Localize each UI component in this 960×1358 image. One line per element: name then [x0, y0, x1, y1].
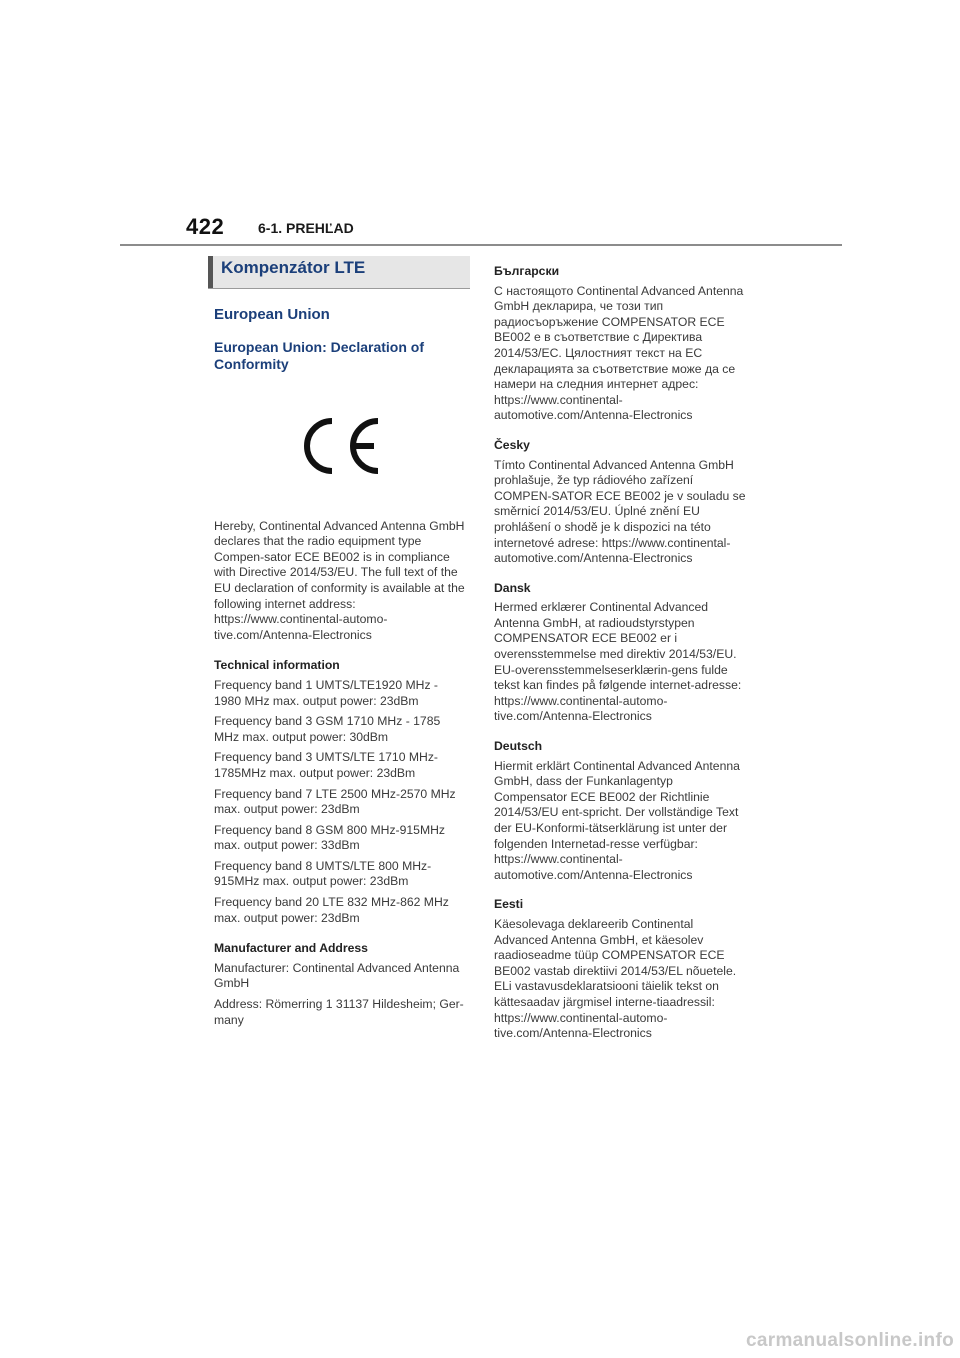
language-text: Käesolevaga deklareerib Continental Advanced Antenna GmbH, et käesolev raadioseadme tüüp COMPENSATOR ECE BE002 vastab direktiivi 2014/53/EL nõuetele. ELi vastavusdeklaratsiooni täielik tekst on kättesaadav järgmisel interne-tiaadressil: https://www.continental-automo-tive.com/Antenna-Electronics: [494, 916, 737, 1041]
frequency-item: Frequency band 1 UMTS/LTE1920 MHz - 1980 MHz max. output power: 23dBm: [214, 677, 438, 708]
frequency-item: Frequency band 8 UMTS/LTE 800 MHz-915MHz max. output power: 23dBm: [214, 858, 432, 889]
frequency-item: Frequency band 8 GSM 800 MHz-915MHz max. output power: 33dBm: [214, 822, 445, 853]
language-text: С настоящото Continental Advanced Antenna GmbH декларира, че този тип радиосъоръжение COMPENSATOR ECE BE002 е в съответствие с Директива 2014/53/ЕС. Цялостният текст на ЕС декларацията за съответствие може да се намери на следния интернет адрес: https://www.continental-automotive.com/Antenna-Electronics: [494, 283, 744, 423]
language-heading: Eesti: [494, 897, 524, 912]
ce-mark-icon: [296, 415, 382, 477]
declaration-text: Hereby, Continental Advanced Antenna GmbH declares that the radio equipment type Compen-sator ECE BE002 is in compliance with Directive 2014/53/EU. The full text of the EU declaration of conformity is available at the following internet address: https://www.continental-automo-tive.com/Antenna-Electronics: [214, 518, 465, 642]
language-heading: Česky: [494, 437, 530, 452]
language-heading: Dansk: [494, 580, 531, 595]
language-heading: Български: [494, 264, 560, 278]
address-text: Address: Römerring 1 31137 Hildesheim; Ger-many: [214, 997, 464, 1027]
language-block-cs: [494, 438, 748, 567]
frequency-item: Frequency band 7 LTE 2500 MHz-2570 MHz max. output power: 23dBm: [214, 786, 456, 817]
manufacturer-heading: Manufacturer and Address: [214, 941, 368, 956]
section-banner: [208, 256, 470, 288]
frequency-item: Frequency band 20 LTE 832 MHz-862 MHz max. output power: 23dBm: [214, 895, 449, 925]
manufacturer-text: Manufacturer: Continental Advanced Antenna GmbH: [214, 960, 460, 991]
language-block-da: [494, 581, 748, 725]
banner-divider: [208, 288, 470, 289]
language-block-et: [494, 897, 748, 1041]
language-block-bg: [494, 264, 748, 424]
left-column: [214, 256, 466, 1028]
frequency-item: Frequency band 3 UMTS/LTE 1710 MHz-1785MHz max. output power: 23dBm: [214, 750, 438, 780]
frequency-item: Frequency band 3 GSM 1710 MHz - 1785 MHz max. output power: 30dBm: [214, 714, 441, 744]
page-number: 422: [186, 214, 225, 239]
page-title: European Union: [214, 306, 330, 323]
watermark: carmanualsonline.info: [746, 1330, 954, 1351]
declaration-heading: European Union: Declaration of Conformity: [214, 338, 425, 372]
language-text: Hiermit erklärt Continental Advanced Antenna GmbH, dass der Funkanlagentyp Compensator ECE BE002 der Richtlinie 2014/53/EU ent-spricht. Der vollständige Text der EU-Konformi-tätserklärung ist unter der folgenden Internetad-resse verfügbar: https://www.continental-automotive.com/Antenna-Electronics: [494, 758, 740, 882]
language-heading: Deutsch: [494, 739, 543, 754]
header-divider: [120, 244, 842, 246]
technical-heading: Technical information: [214, 658, 340, 673]
language-text: Tímto Continental Advanced Antenna GmbH prohlašuje, že typ rádiového zařízení COMPEN-SATOR ECE BE002 je v souladu se směrnicí 2014/53/EU. Úplné znění EU prohlášení o shodě je k dispozici na této internetové adrese: https://www.continental-automotive.com/Antenna-Electronics: [494, 457, 746, 566]
language-text: Hermed erklærer Continental Advanced Antenna GmbH, at radioudstyrstypen COMPENSATOR ECE BE002 er i overensstemmelse med direktiv 2014/53/EU. EU-overensstemmelseserklærin-gens fulde tekst kan findes på følgende internet-adresse: https://www.continental-automo-tive.com/Antenna-Electronics: [494, 600, 742, 724]
chapter-title: 6-1. PREHĽAD: [258, 220, 354, 236]
section-title: Kompenzátor LTE: [221, 258, 366, 277]
language-block-de: [494, 739, 748, 883]
right-column: [494, 264, 748, 1056]
